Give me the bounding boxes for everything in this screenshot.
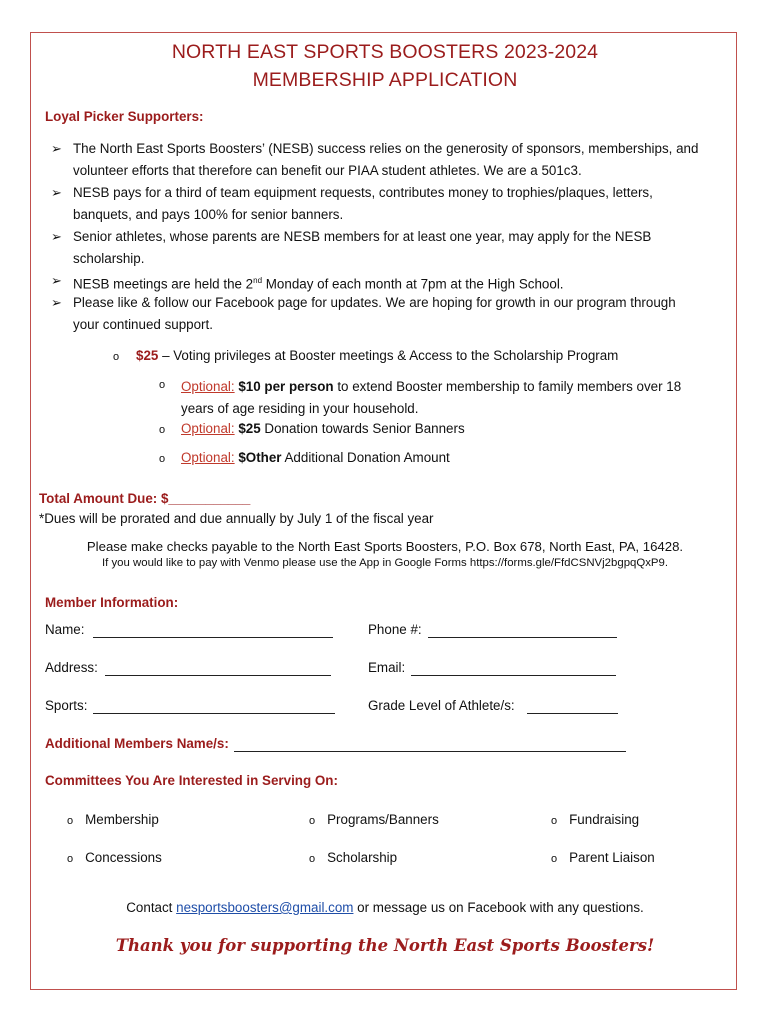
page-title-line1: NORTH EAST SPORTS BOOSTERS 2023-2024 — [171, 41, 599, 63]
committee-fundraising[interactable]: o Fundraising — [551, 812, 640, 827]
arrow-bullet-icon: ➢ — [51, 295, 62, 310]
grade-level-label: Grade Level of Athlete/s: — [368, 698, 515, 713]
bullet-item: The North East Sports Boosters’ (NESB) success relies on the generosity of sponsors, memberships, and volunteer efforts that therefore can benefit our PIAA student athletes. We are a 501c3. — [73, 141, 699, 178]
committees-heading: Committees You Are Interested in Serving On: — [45, 773, 338, 788]
name-label: Name: — [45, 622, 85, 637]
additional-members-label: Additional Members Name/s: — [45, 736, 229, 751]
committee-concessions[interactable]: o Concessions — [67, 850, 162, 865]
arrow-bullet-icon: ➢ — [51, 273, 62, 288]
option-circle-icon: o — [67, 853, 74, 865]
phone-field[interactable] — [428, 637, 617, 638]
optional-senior-banners: Optional: $25 Donation towards Senior Banners — [181, 421, 465, 436]
option-circle-icon: o — [309, 815, 316, 827]
arrow-bullet-icon: ➢ — [51, 229, 62, 244]
arrow-bullet-icon: ➢ — [51, 185, 62, 200]
dues-note: *Dues will be prorated and due annually by July 1 of the fiscal year — [39, 511, 434, 526]
sports-label: Sports: — [45, 698, 88, 713]
contact-email-link[interactable]: nesportsboosters@gmail.com — [176, 900, 354, 915]
grade-level-field[interactable] — [527, 713, 618, 714]
option-circle-icon: o — [309, 853, 316, 865]
member-info-heading: Member Information: — [45, 595, 179, 610]
total-amount-due[interactable]: Total Amount Due: $___________ — [39, 491, 251, 506]
venmo-note: If you would like to pay with Venmo please use the App in Google Forms https://forms.gle/FfdCSNVj2bgpqQxP9. — [101, 557, 669, 569]
option-circle-icon[interactable]: o — [113, 351, 120, 363]
arrow-bullet-icon: ➢ — [51, 141, 62, 156]
address-label: Address: — [45, 660, 98, 675]
bullet-item: Senior athletes, whose parents are NESB members for at least one year, may apply for the NESB scholarship. — [73, 229, 652, 266]
loyal-supporters-heading: Loyal Picker Supporters: — [45, 109, 204, 124]
committee-parent-liaison[interactable]: o Parent Liaison — [551, 850, 655, 865]
option-circle-icon[interactable]: o — [159, 453, 166, 465]
bullet-item: NESB meetings are held the 2nd Monday of each month at 7pm at the High School. — [73, 276, 564, 292]
bullet-item: Please like & follow our Facebook page for updates. We are hoping for growth in our program through your continued support. — [73, 295, 676, 332]
address-field[interactable] — [105, 675, 331, 676]
email-field[interactable] — [411, 675, 616, 676]
option-circle-icon: o — [551, 815, 558, 827]
contact-line: Contact nesportsboosters@gmail.com or message us on Facebook with any questions. — [126, 900, 644, 915]
sports-field[interactable] — [93, 713, 335, 714]
optional-other-donation: Optional: $Other Additional Donation Amount — [181, 450, 450, 465]
additional-members-field[interactable] — [234, 751, 626, 752]
committee-membership[interactable]: o Membership — [67, 812, 159, 827]
option-circle-icon[interactable]: o — [159, 379, 166, 391]
committee-scholarship[interactable]: o Scholarship — [309, 850, 398, 865]
phone-label: Phone #: — [368, 622, 422, 637]
optional-family-member: Optional: $10 per person to extend Booster membership to family members over 18 years of age residing in your household. — [181, 379, 682, 416]
option-circle-icon: o — [551, 853, 558, 865]
membership-base-option: $25 – Voting privileges at Booster meetings & Access to the Scholarship Program — [136, 348, 619, 363]
page-title-line2: MEMBERSHIP APPLICATION — [252, 69, 518, 91]
option-circle-icon: o — [67, 815, 74, 827]
option-circle-icon[interactable]: o — [159, 424, 166, 436]
email-label: Email: — [368, 660, 406, 675]
checks-note: Please make checks payable to the North East Sports Boosters, P.O. Box 678, North East, PA, 16428. — [86, 539, 684, 554]
name-field[interactable] — [93, 637, 333, 638]
bullet-item: NESB pays for a third of team equipment requests, contributes money to trophies/plaques, letters, banquets, and pays 100% for senior banners. — [73, 185, 653, 222]
committee-programs-banners[interactable]: o Programs/Banners — [309, 812, 439, 827]
thank-you-message: Thank you for supporting the North East Sports Boosters! — [115, 936, 655, 955]
